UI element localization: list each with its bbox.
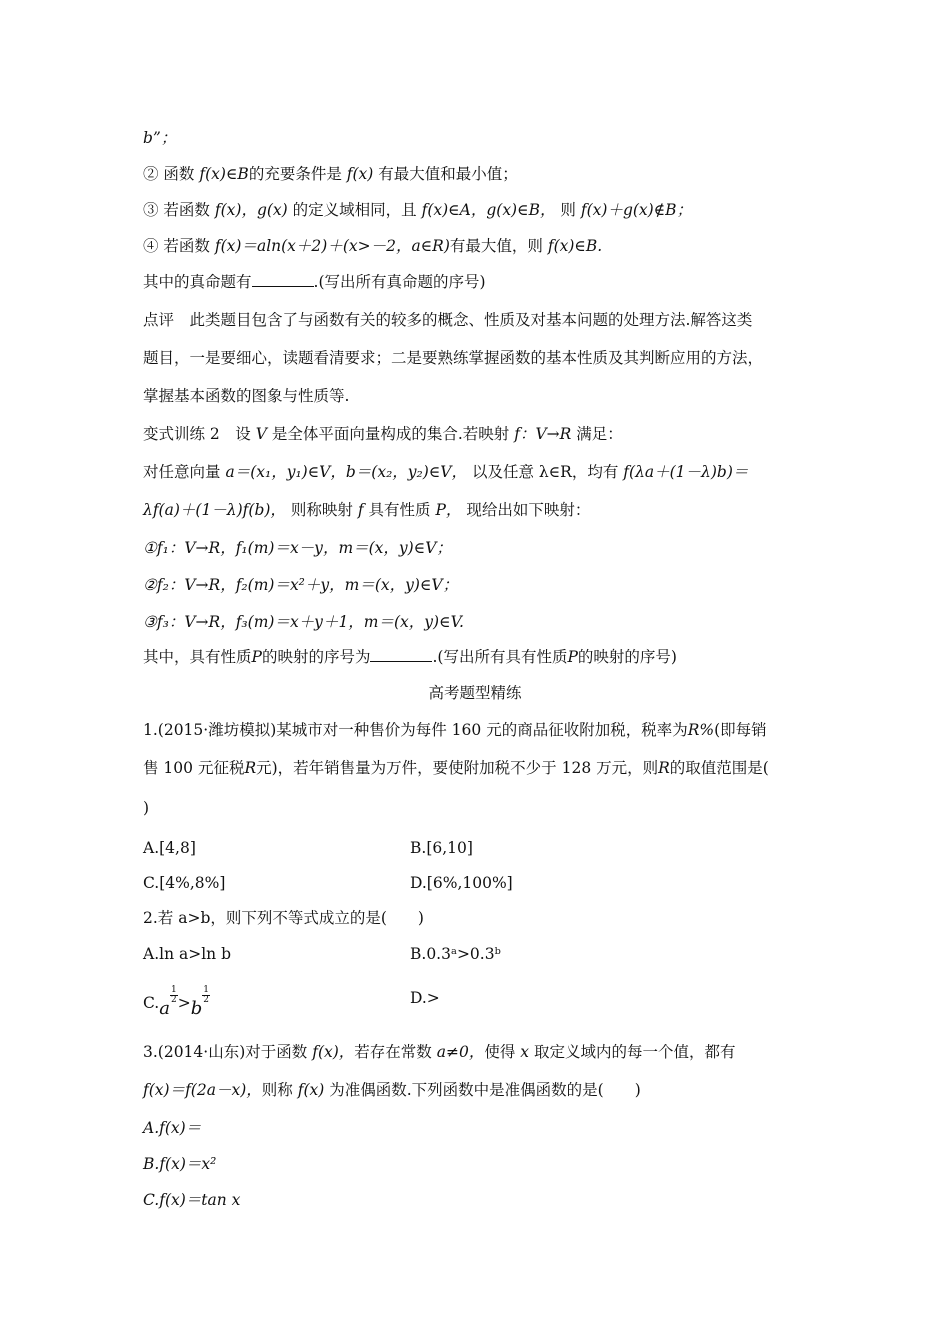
section-heading: 高考题型精练 xyxy=(428,684,522,702)
option-row xyxy=(143,838,196,858)
option-c[interactable]: C.[4%,8%] xyxy=(143,874,226,892)
answer-prompt-1: 其中的真命题有 .(写出所有真命题的序号) xyxy=(143,273,486,291)
exponent-fraction: $\frac{1}{2}$ xyxy=(170,985,177,1005)
exercise-title: 变式训练 2 设 V 是全体平面向量构成的集合.若映射 f：V→R 满足： xyxy=(143,425,623,443)
question-2: 2.若 a>b，则下列不等式成立的是( ) xyxy=(143,909,424,927)
question-1-cont: ) xyxy=(143,799,150,817)
mapping-1: ①f₁：V→R，f₁(m)＝x－y，m＝(x，y)∈V； xyxy=(143,539,452,557)
mapping-2: ②f₂：V→R，f₂(m)＝x²＋y，m＝(x，y)∈V； xyxy=(143,576,459,594)
option-a[interactable]: A.[4,8] xyxy=(143,839,196,857)
statement-2: ② 函数 f(x)∈B的充要条件是 f(x) 有最大值和最小值； xyxy=(143,165,518,183)
option-b[interactable]: B.f(x)＝x² xyxy=(143,1155,217,1173)
comment-line: 点评 此类题目包含了与函数有关的较多的概念、性质及对基本问题的处理方法.解答这类 xyxy=(143,311,753,329)
statement-3: ③ 若函数 f(x)，g(x) 的定义域相同，且 f(x)∈A，g(x)∈B， 则 f(x)＋g(x)∉B； xyxy=(143,201,693,219)
option-c[interactable]: C.a $\frac{1}{2}$ >b $\frac{1}{2}$ xyxy=(143,985,209,1019)
option-b[interactable]: B.[6,10] xyxy=(410,839,473,857)
exercise-line: 对任意向量 a＝(x₁，y₁)∈V，b＝(x₂，y₂)∈V， 以及任意 λ∈R，均有 f(λa＋(1－λ)b)＝ xyxy=(143,463,749,481)
question-3-cont: f(x)＝f(2a－x)，则称 f(x) 为准偶函数.下列函数中是准偶函数的是( ) xyxy=(143,1081,641,1099)
option-d[interactable]: D.[6%,100%] xyxy=(410,874,513,892)
answer-prompt-2: 其中，具有性质P的映射的序号为 .(写出所有具有性质P的映射的序号) xyxy=(143,648,677,666)
option-c[interactable]: C.f(x)＝tan x xyxy=(143,1191,241,1209)
answer-blank[interactable] xyxy=(370,661,432,662)
option-d[interactable]: D.> xyxy=(410,989,440,1007)
answer-blank[interactable] xyxy=(252,286,314,287)
statement-4: ④ 若函数 f(x)＝aln(x＋2)＋(x>－2，a∈R)有最大值，则 f(x)∈B. xyxy=(143,237,603,255)
option-a[interactable]: A.f(x)＝ xyxy=(143,1119,202,1137)
option-a[interactable]: A.ln a>ln b xyxy=(143,945,232,963)
mapping-3: ③f₃：V→R，f₃(m)＝x＋y＋1，m＝(x，y)∈V. xyxy=(143,613,464,631)
option-b[interactable]: B.0.3ᵃ>0.3ᵇ xyxy=(410,945,501,963)
comment-line: 掌握基本函数的图象与性质等. xyxy=(143,387,350,405)
exercise-line: λf(a)＋(1－λ)f(b)， 则称映射 f 具有性质 P， 现给出如下映射： xyxy=(143,501,591,519)
question-1: 1.(2015·潍坊模拟)某城市对一种售价为每件 160 元的商品征收附加税，税率为R%(即每销 xyxy=(143,721,767,739)
question-3: 3.(2014·山东)对于函数 f(x)，若存在常数 a≠0，使得 x 取定义域内的每一个值，都有 xyxy=(143,1043,736,1061)
question-1-cont: 售 100 元征税R元)，若年销售量为万件，要使附加税不少于 128 万元，则R的取值范围是( xyxy=(143,759,769,777)
text-line: b”； xyxy=(143,129,177,147)
exponent-fraction: $\frac{1}{2}$ xyxy=(203,985,209,1005)
comment-line: 题目，一是要细心，读题看清要求；二是要熟练掌握函数的基本性质及其判断应用的方法， xyxy=(143,349,764,367)
